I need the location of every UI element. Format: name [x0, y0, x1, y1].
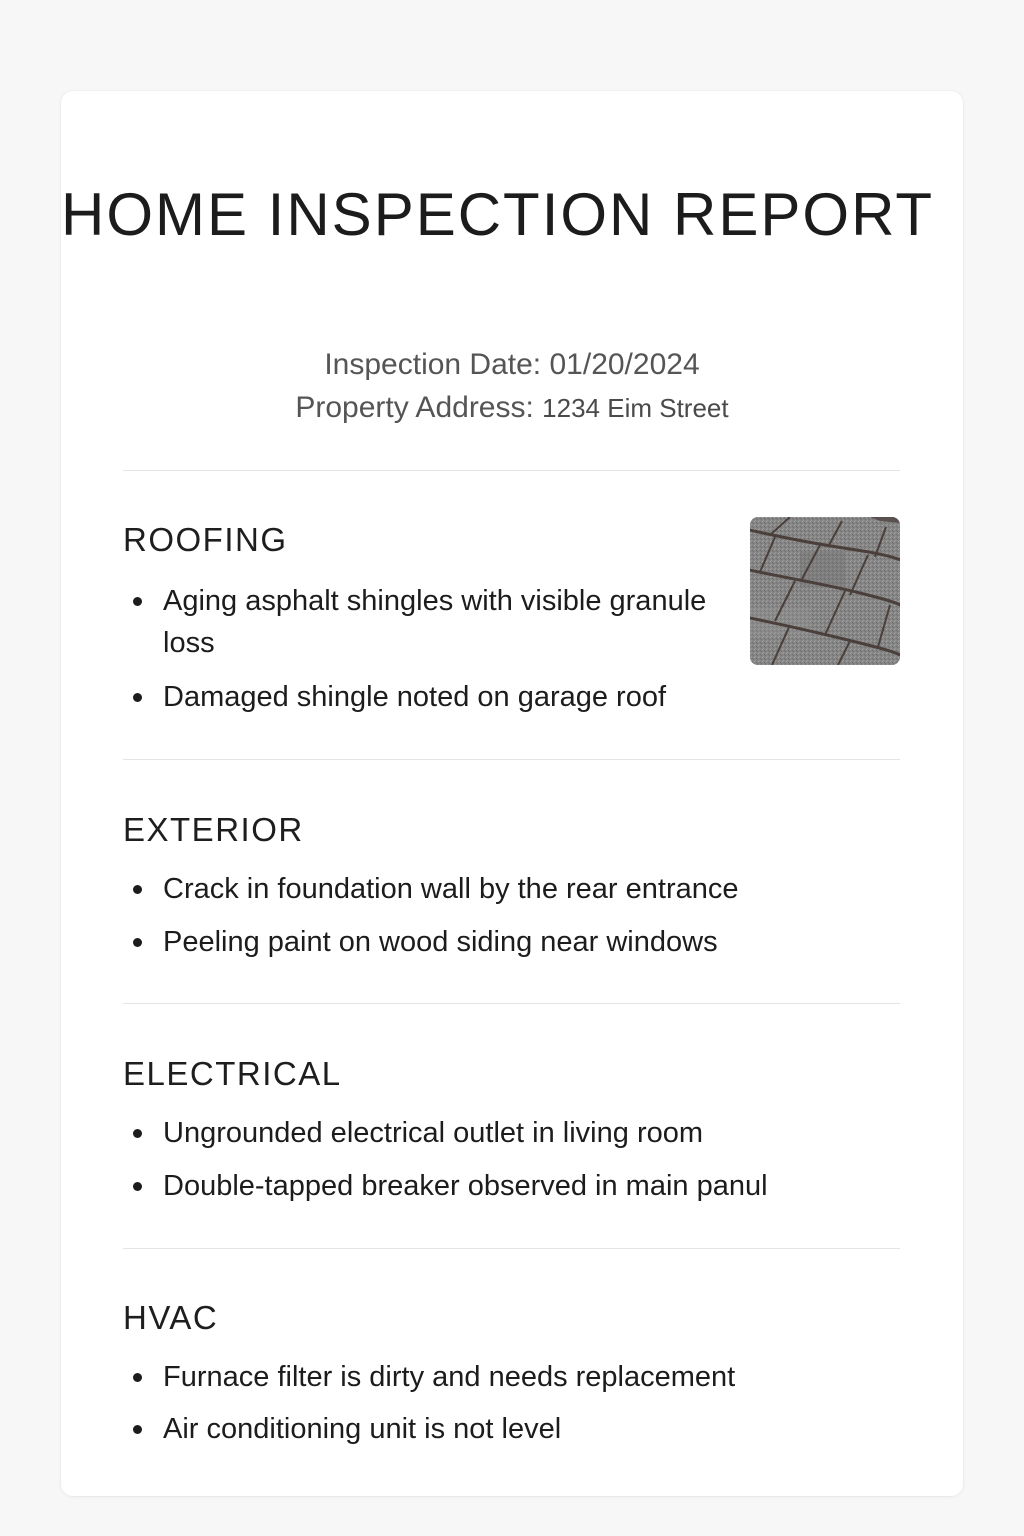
hvac-findings: [123, 1356, 900, 1450]
divider: [123, 1003, 900, 1004]
bullet-icon: [133, 1182, 142, 1191]
electrical-findings: [123, 1112, 900, 1207]
bullet-icon: [133, 1425, 142, 1434]
finding-item: Air conditioning unit is not level: [123, 1408, 900, 1450]
bullet-icon: [133, 693, 142, 702]
section-title-roofing: ROOFING: [123, 521, 288, 558]
report-title: HOME INSPECTION REPORT: [61, 181, 934, 248]
finding-item: Crack in foundation wall by the rear entrance: [123, 868, 900, 910]
section-electrical: [123, 1054, 900, 1207]
divider: [123, 1248, 900, 1249]
finding-item: Ungrounded electrical outlet in living room: [123, 1112, 900, 1154]
divider: [123, 759, 900, 760]
section-title-electrical: ELECTRICAL: [123, 1055, 342, 1092]
bullet-icon: [133, 885, 142, 894]
finding-item: Furnace filter is dirty and needs replacement: [123, 1356, 900, 1398]
finding-item: Aging asphalt shingles with visible granule loss: [123, 580, 723, 664]
finding-item: Double-tapped breaker observed in main panul: [123, 1165, 900, 1207]
divider: [123, 470, 900, 471]
section-hvac: [123, 1298, 900, 1450]
property-address: [61, 390, 963, 426]
bullet-icon: [133, 938, 142, 947]
inspection-date-label: Inspection Date:: [324, 348, 542, 381]
finding-item: Damaged shingle noted on garage roof: [123, 676, 723, 718]
exterior-findings: [123, 868, 900, 963]
inspection-date-value: 01/20/2024: [549, 348, 700, 381]
roofing-findings: [123, 580, 723, 718]
section-title-hvac: HVAC: [123, 1299, 219, 1336]
section-exterior: [123, 810, 900, 963]
bullet-icon: [133, 1129, 142, 1138]
roof-shingles-photo: [750, 517, 900, 665]
property-address-label: Property Address:: [295, 391, 534, 424]
bullet-icon: [133, 1373, 142, 1382]
section-title-exterior: EXTERIOR: [123, 811, 304, 848]
inspection-date: [61, 347, 963, 383]
bullet-icon: [133, 597, 142, 606]
finding-item: Peeling paint on wood siding near windows: [123, 921, 900, 963]
report-card: [61, 91, 963, 1496]
property-address-value: 1234 Eim Street: [542, 393, 729, 423]
